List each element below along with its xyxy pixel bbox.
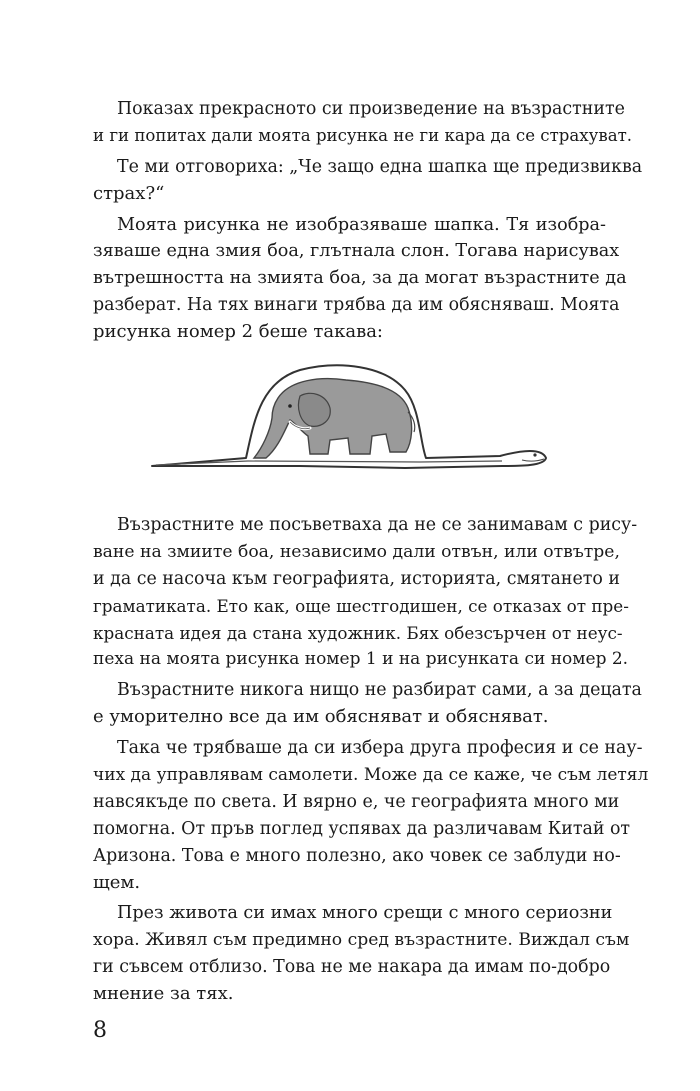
text-line: През живота си имах много срещи с много сериозни <box>117 903 613 924</box>
paragraph <box>93 735 649 896</box>
text-line: Възрастните никога нищо не разбират сами, а за децата <box>117 680 642 701</box>
boa-elephant-illustration <box>150 362 550 474</box>
text-line: разберат. На тях винаги трябва да им обясняваш. Моята <box>93 295 620 316</box>
paragraph <box>93 512 638 673</box>
paragraph <box>93 900 630 1008</box>
text-line: чих да управлявам самолети. Може да се каже, че съм летял <box>93 765 649 786</box>
paragraph <box>93 154 643 208</box>
text-line: зяваше една змия боа, глътнала слон. Тогава нарисувах <box>93 241 620 262</box>
text-line: Моята рисунка не изобразяваше шапка. Тя изобра- <box>117 214 606 235</box>
page-number: 8 <box>93 1018 107 1043</box>
text-line: Възрастните ме посъветваха да не се занимавам с рису- <box>117 515 638 535</box>
paragraph <box>93 212 627 346</box>
text-line: ване на змиите боа, независимо дали отвън, или отвътре, <box>93 541 620 562</box>
text-line: и ги попитах дали моята рисунка не ги кара да се страхуват. <box>93 125 633 145</box>
text-line: страх?“ <box>93 182 165 204</box>
text-line: Аризона. Това е много полезно, ако човек се заблуди но- <box>93 845 621 866</box>
paragraph <box>93 96 633 150</box>
text-line: Те ми отговориха: „Че защо една шапка ще предизвиква <box>117 156 643 177</box>
text-line: навсякъде по света. И вярно е, че географията много ми <box>93 791 620 812</box>
top-text-block <box>93 96 643 346</box>
bottom-text-block <box>93 512 649 1008</box>
text-line: граматиката. Ето как, още шестгодишен, се отказах от пре- <box>93 595 629 616</box>
text-line: красната идея да стана художник. Бях обезсърчен от неус- <box>93 622 623 643</box>
text-line: рисунка номер 2 беше такава: <box>93 321 383 343</box>
text-line: щем. <box>93 871 141 893</box>
text-line: хора. Живял съм предимно сред възрастните. Виждал съм <box>93 930 630 951</box>
text-line: и да се насоча към географията, историята, смятането и <box>93 568 621 589</box>
text-line: Така че трябваше да си избера друга професия и се нау- <box>117 738 643 759</box>
text-line: ги съвсем отблизо. Това не ме накара да имам по-добро <box>93 957 611 978</box>
text-line: мнение за тях. <box>93 983 234 1005</box>
text-line: Показах прекрасното си произведение на възрастните <box>117 99 625 119</box>
paragraph <box>93 677 642 731</box>
boa-constrictor-digesting-elephant-icon <box>150 362 550 474</box>
text-line: помогна. От пръв поглед успявах да различавам Китай от <box>93 818 631 839</box>
text-line: пеха на моята рисунка номер 1 и на рисунката си номер 2. <box>93 649 629 670</box>
text-line: вътрешността на змията боа, за да могат възрастните да <box>93 268 627 289</box>
text-line: е уморително все да им обясняват и обясняват. <box>93 706 549 728</box>
